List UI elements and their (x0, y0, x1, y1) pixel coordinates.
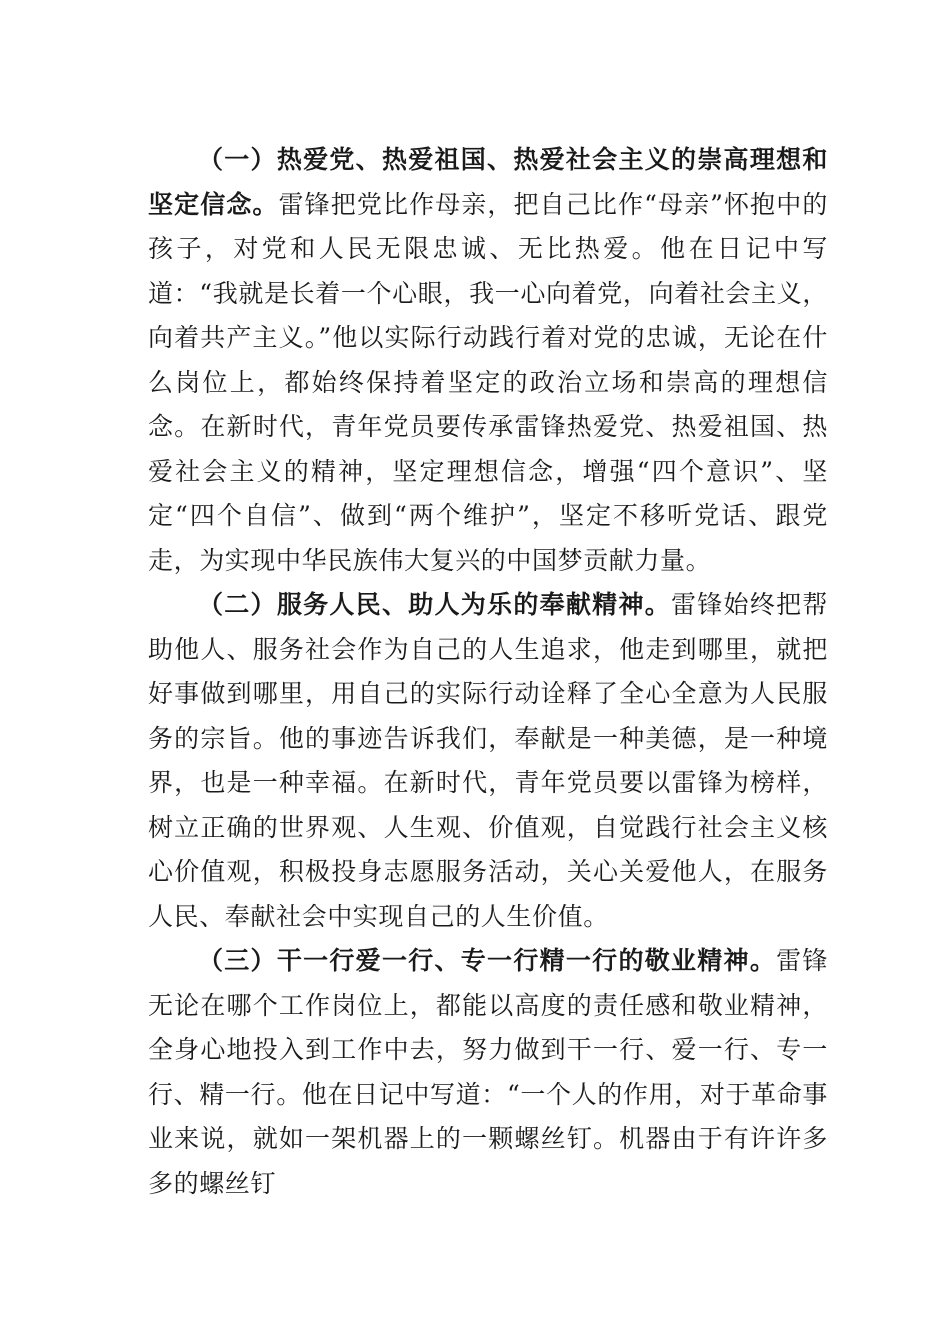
paragraph-2-heading: （二）服务人民、助人为乐的奉献精神。 (198, 590, 671, 619)
paragraph-2 (148, 583, 828, 939)
paragraph-3 (148, 939, 828, 1206)
paragraph-3-text: 雷锋无论在哪个工作岗位上，都能以高度的责任感和敬业精神，全身心地投入到工作中去，努力做到干一行、爱一行、专一行、精一行。他在日记中写道：“一个人的作用，对于革命事业来说，就如一架机器上的一颗螺丝钉。机器由于有许许多多的螺丝钉 (148, 946, 829, 1198)
paragraph-2-text: 雷锋始终把帮助他人、服务社会作为自己的人生追求，他走到哪里，就把好事做到哪里，用自己的实际行动诠释了全心全意为人民服务的宗旨。他的事迹告诉我们，奉献是一种美德，是一种境界，也是一种幸福。在新时代，青年党员要以雷锋为榜样，树立正确的世界观、人生观、价值观，自觉践行社会主义核心价值观，积极投身志愿服务活动，关心关爱他人，在服务人民、奉献社会中实现自己的人生价值。 (148, 590, 828, 931)
paragraph-1-text: 雷锋把党比作母亲，把自己比作“母亲”怀抱中的孩子，对党和人民无限忠诚、无比热爱。他在日记中写道：“我就是长着一个心眼，我一心向着党，向着社会主义，向着共产主义。”他以实际行动践行着对党的忠诚，无论在什么岗位上，都始终保持着坚定的政治立场和崇高的理想信念。在新时代，青年党员要传承雷锋热爱党、热爱祖国、热爱社会主义的精神，坚定理想信念，增强“四个意识”、坚定“四个自信”、做到“两个维护”，坚定不移听党话、跟党走，为实现中华民族伟大复兴的中国梦贡献力量。 (148, 189, 828, 575)
document-body (148, 138, 828, 1206)
paragraph-3-heading: （三）干一行爱一行、专一行精一行的敬业精神。 (198, 946, 777, 975)
paragraph-1 (148, 138, 828, 583)
paragraph-1-heading: （一）热爱党、热爱祖国、热爱社会主义的崇高理想和坚定信念。 (148, 145, 828, 219)
